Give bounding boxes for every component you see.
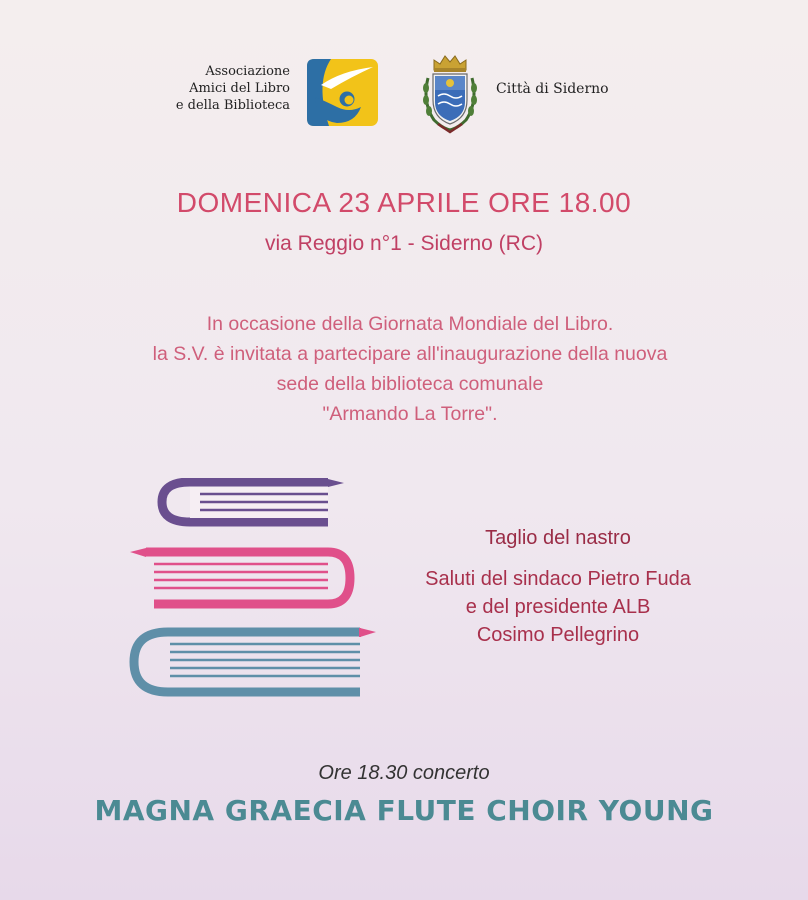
program-ribbon-cutting: Taglio del nastro bbox=[485, 527, 631, 549]
association-logo-dot-inner bbox=[345, 96, 354, 105]
event-address: via Reggio n°1 - Siderno (RC) bbox=[264, 232, 543, 255]
invitation-line-1: In occasione della Giornata Mondiale del Libro. bbox=[206, 313, 614, 335]
program-greetings-line-2: e del presidente ALB bbox=[465, 596, 651, 618]
event-date-time: DOMENICA 23 APRILE ORE 18.00 bbox=[176, 187, 632, 218]
invitation-line-4: "Armando La Torre". bbox=[322, 403, 498, 425]
invitation-line-2: la S.V. è invitata a partecipare all'inaugurazione della nuova bbox=[152, 343, 668, 365]
invitation-line-3: sede della biblioteca comunale bbox=[276, 373, 544, 395]
city-crest-icon bbox=[420, 50, 480, 134]
city-name: Città di Siderno bbox=[496, 81, 609, 97]
concert-title: MAGNA GRAECIA FLUTE CHOIR YOUNG bbox=[94, 794, 714, 827]
pink-book bbox=[130, 548, 350, 604]
program-greetings-line-1: Saluti del sindaco Pietro Fuda bbox=[425, 568, 691, 590]
program-greetings-line-3: Cosimo Pellegrino bbox=[476, 624, 640, 646]
association-logo bbox=[307, 59, 378, 126]
program-text bbox=[398, 524, 718, 649]
concert-time: Ore 18.30 concerto bbox=[318, 762, 490, 784]
association-name-line-1: Associazione bbox=[205, 64, 290, 79]
purple-book bbox=[162, 479, 344, 522]
books-stack-icon bbox=[128, 478, 378, 743]
invitation-text bbox=[70, 309, 750, 429]
association-name-line-3: e della Biblioteca bbox=[175, 98, 290, 113]
teal-book bbox=[134, 628, 376, 692]
association-name-line-2: Amici del Libro bbox=[189, 81, 290, 96]
association-name bbox=[150, 63, 290, 114]
